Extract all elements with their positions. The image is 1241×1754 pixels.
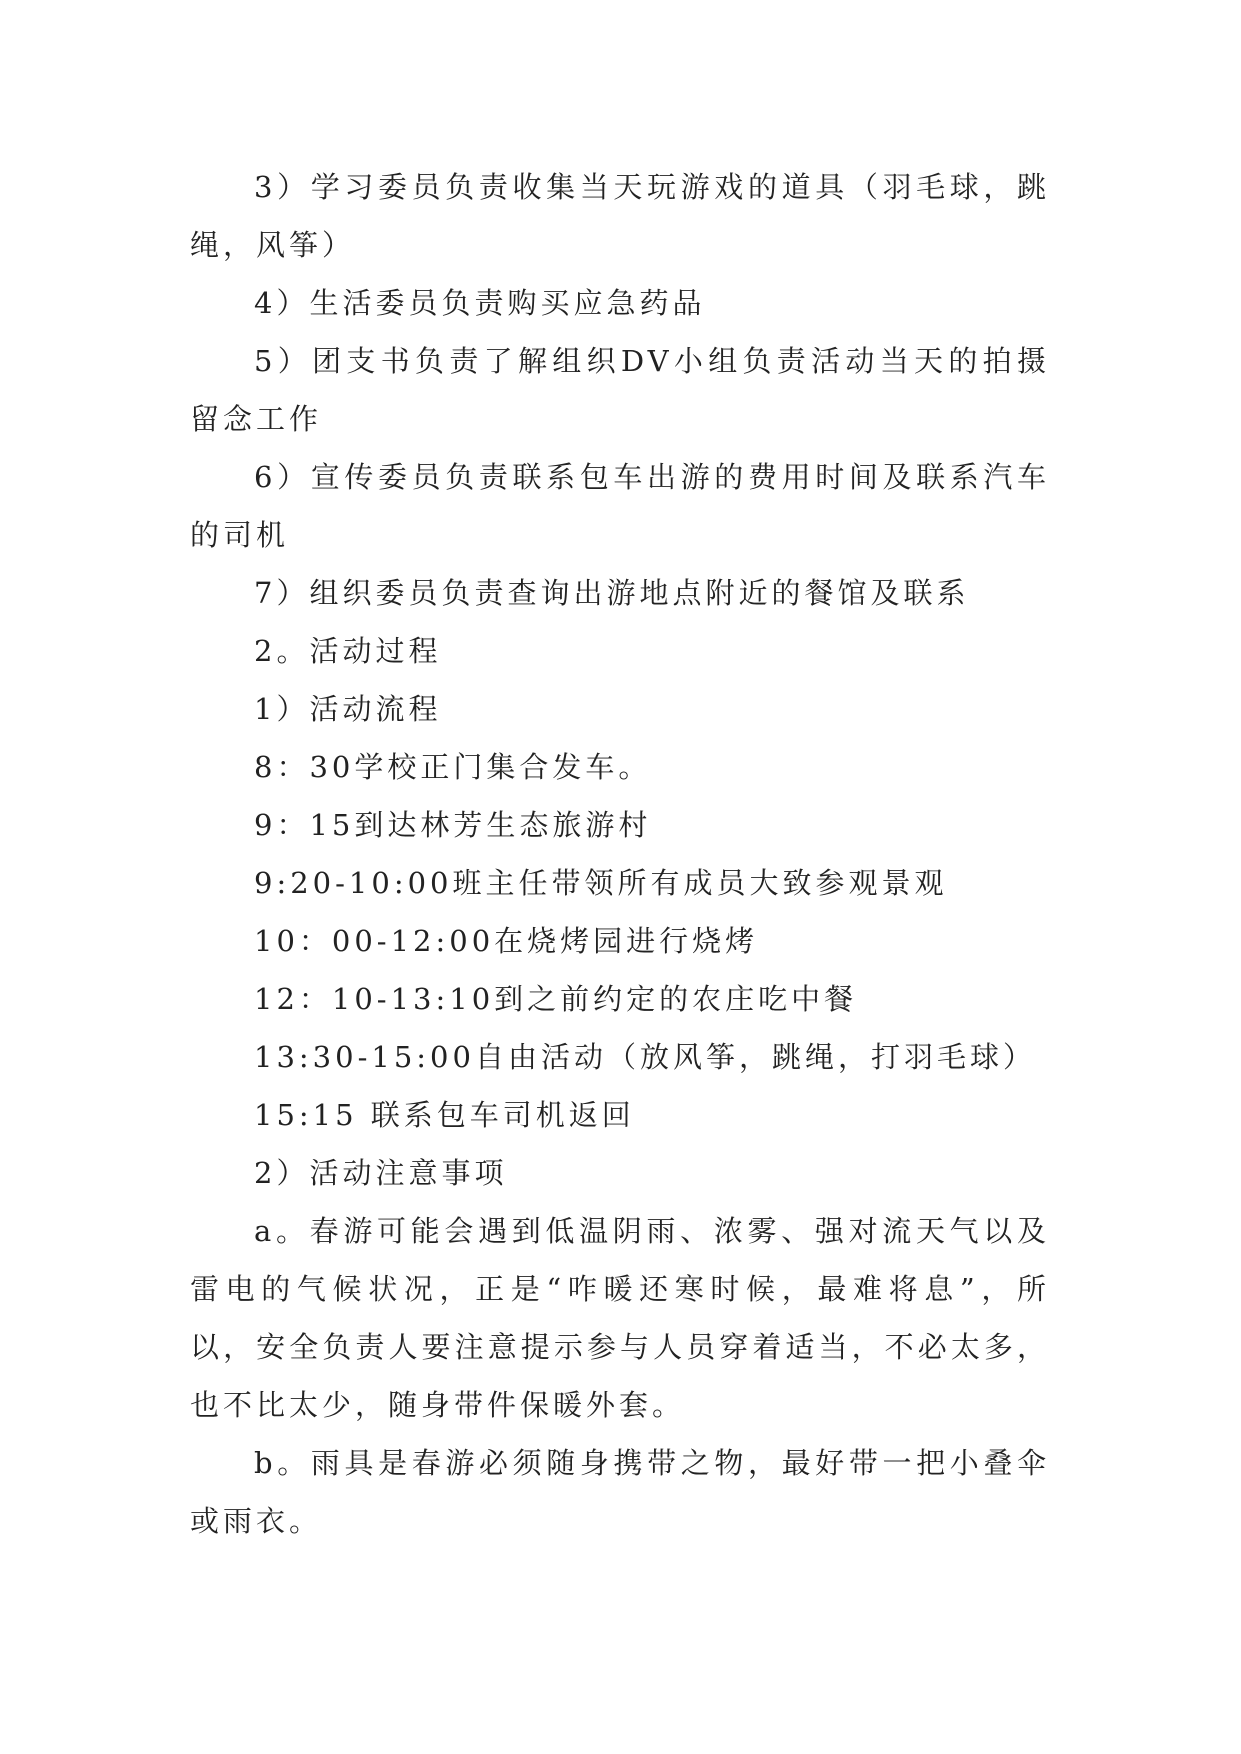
subheading-precautions: 2）活动注意事项 (254, 1156, 508, 1190)
paragraph-item-7: 7）组织委员负责查询出游地点附近的餐馆及联系 (254, 576, 970, 610)
schedule-item: 8：30学校正门集合发车。 (254, 750, 652, 784)
subheading-activity-flow: 1）活动流程 (254, 692, 442, 726)
schedule-item: 13:30-15:00自由活动（放风筝，跳绳，打羽毛球） (254, 1040, 1036, 1074)
paragraph-item-3: 3）学习委员负责收集当天玩游戏的道具（羽毛球，跳绳，风筝） (190, 170, 1050, 262)
section-heading-activity-process: 2。活动过程 (254, 634, 442, 668)
paragraph-item-6: 6）宣传委员负责联系包车出游的费用时间及联系汽车的司机 (190, 460, 1050, 552)
schedule-item: 9:20-10:00班主任带领所有成员大致参观景观 (254, 866, 948, 900)
paragraph-item-5: 5）团支书负责了解组织DV小组负责活动当天的拍摄留念工作 (190, 344, 1050, 436)
precaution-item-b: b。雨具是春游必须随身携带之物，最好带一把小叠伞或雨衣。 (190, 1446, 1050, 1538)
schedule-item: 9：15到达林芳生态旅游村 (254, 808, 652, 842)
paragraph-item-4: 4）生活委员负责购买应急药品 (254, 286, 706, 320)
schedule-item: 12：10-13:10到之前约定的农庄吃中餐 (254, 982, 858, 1016)
precaution-item-a: a。春游可能会遇到低温阴雨、浓雾、强对流天气以及雷电的气候状况，正是“咋暖还寒时候，最难将息”，所以，安全负责人要注意提示参与人员穿着适当，不必太多，也不比太少，随身带件保暖外套。 (190, 1214, 1050, 1422)
schedule-item: 10：00-12:00在烧烤园进行烧烤 (254, 924, 759, 958)
schedule-item: 15:15 联系包车司机返回 (254, 1098, 635, 1132)
document-body (190, 158, 1050, 1550)
